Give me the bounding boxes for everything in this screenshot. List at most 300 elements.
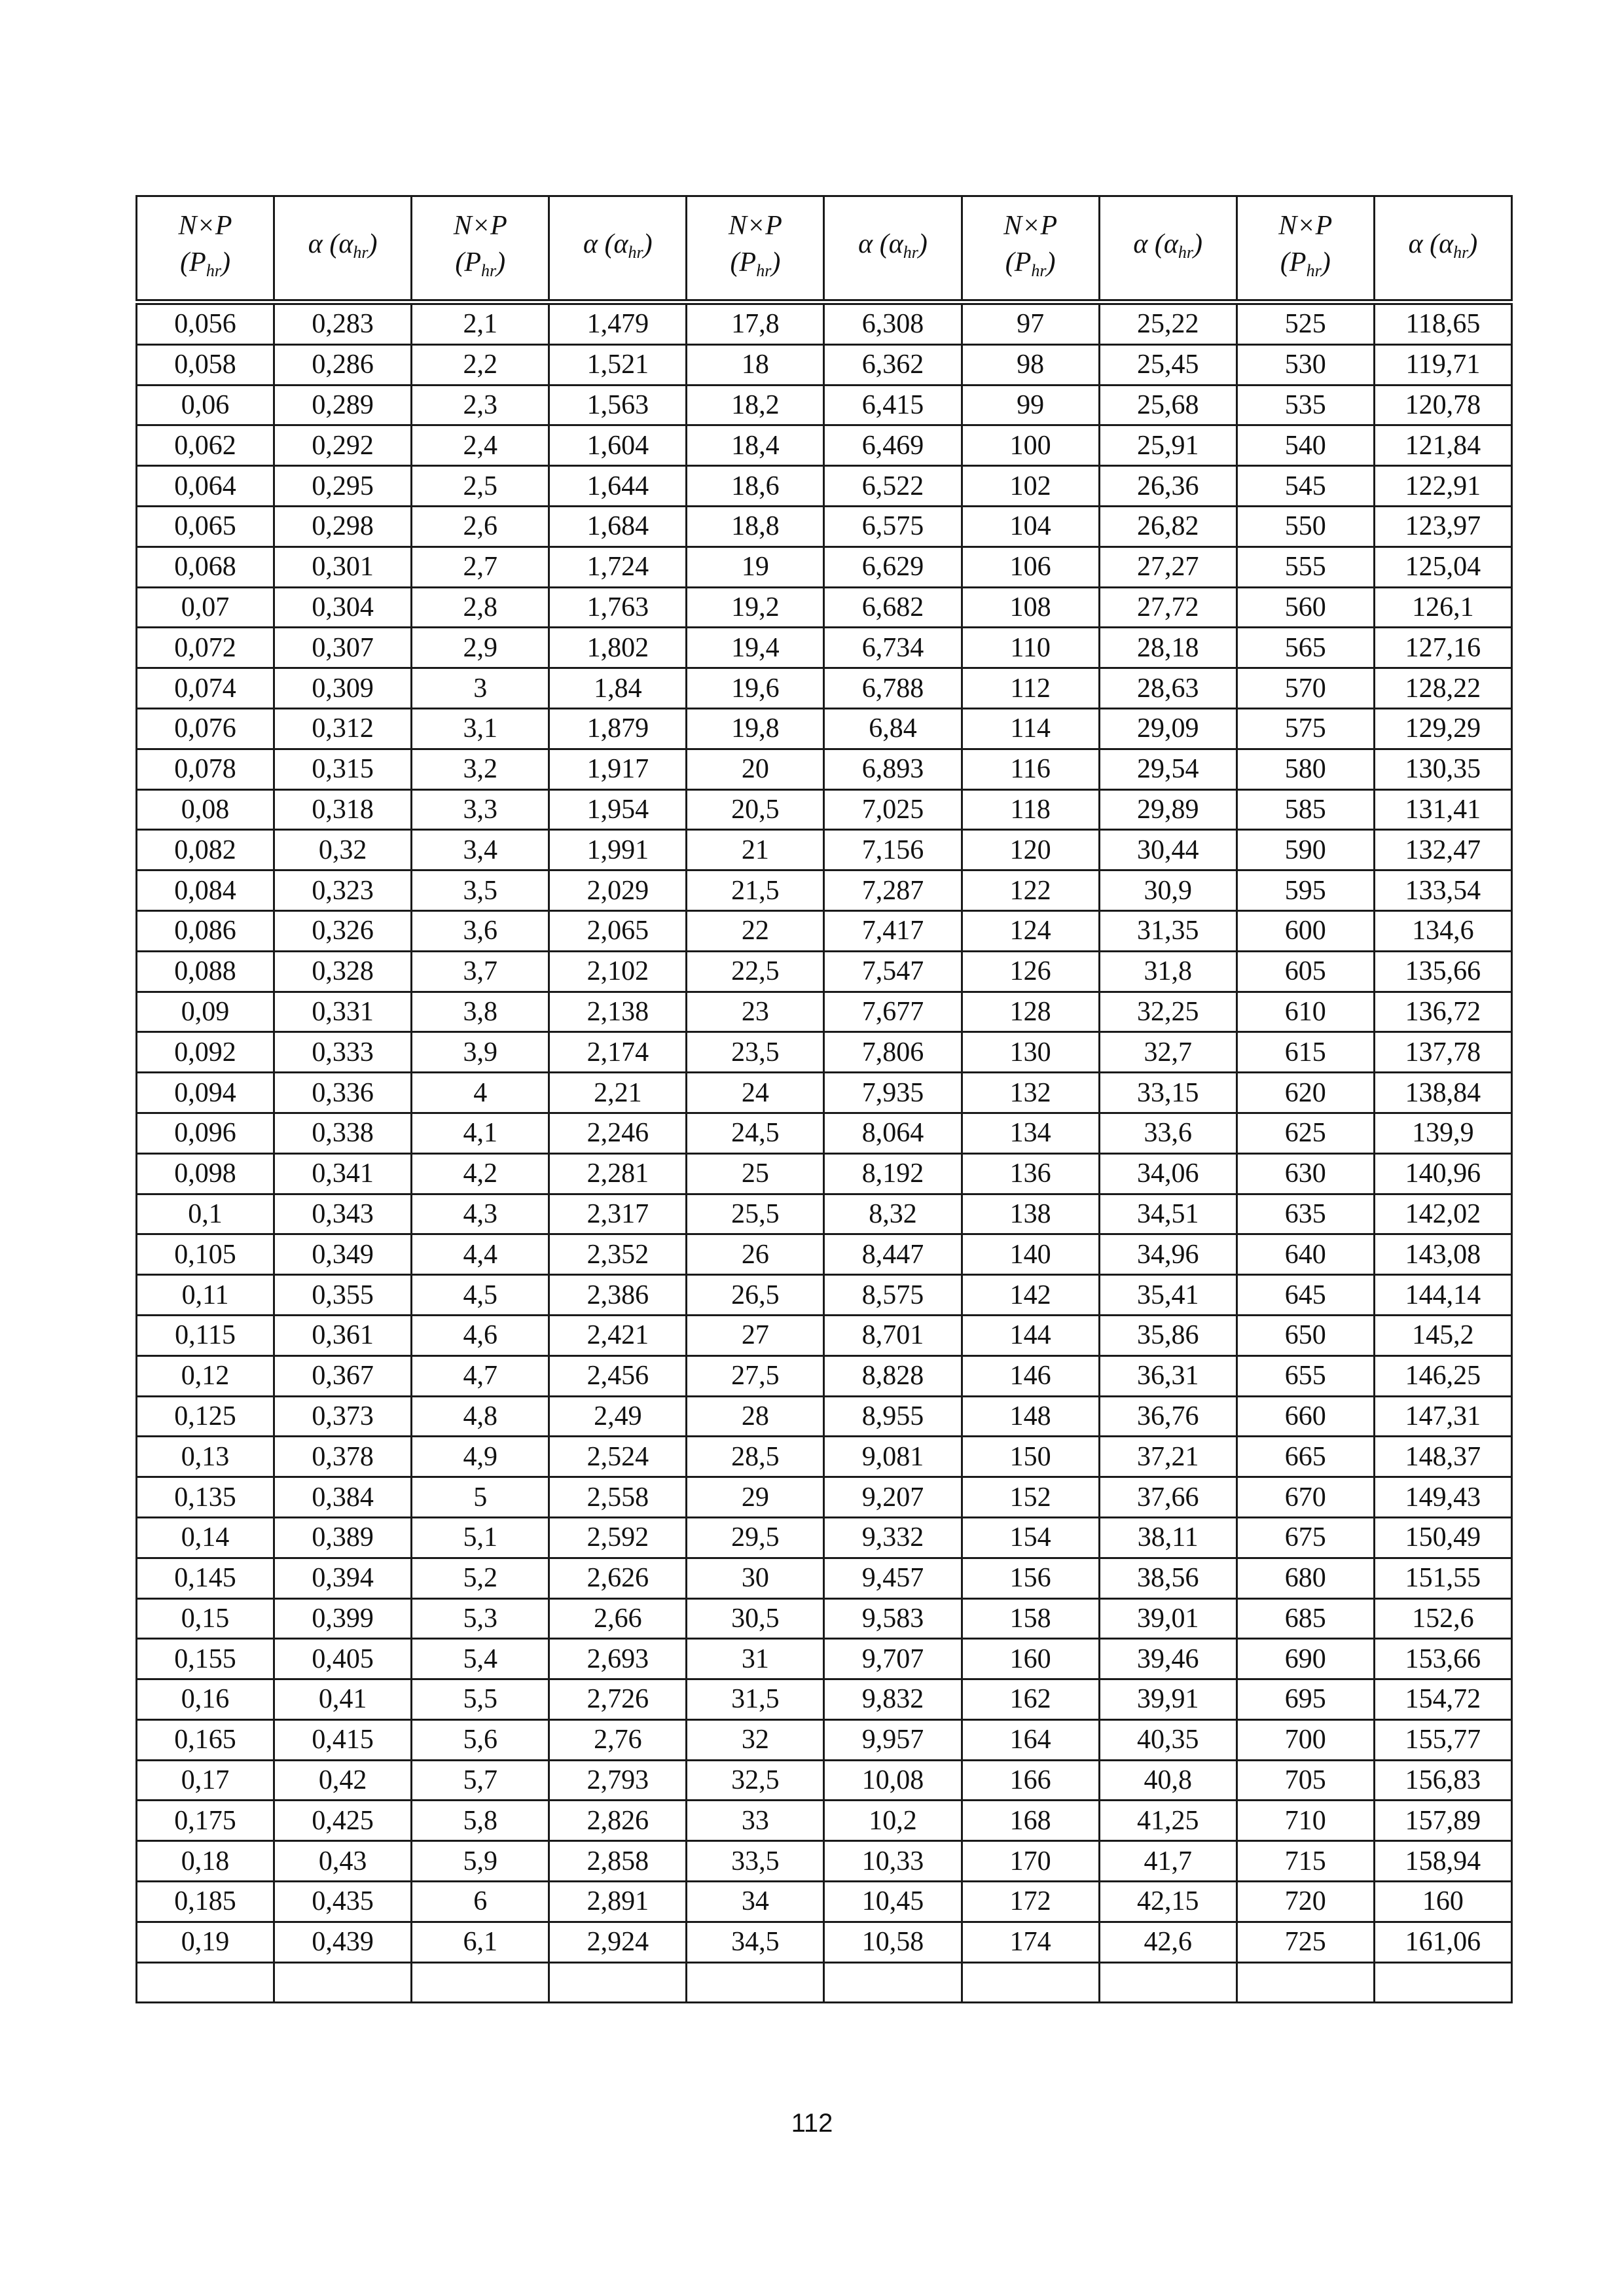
table-cell: 152,6 — [1374, 1598, 1511, 1639]
table-cell: 154,72 — [1374, 1679, 1511, 1720]
table-row — [137, 1032, 1512, 1073]
table-cell: 19,8 — [687, 708, 824, 749]
table-cell: 2,9 — [412, 628, 549, 668]
table-cell: 8,192 — [824, 1153, 962, 1194]
table-cell: 34,5 — [687, 1922, 824, 1962]
table-cell: 0,42 — [274, 1760, 412, 1801]
table-row — [137, 1760, 1512, 1801]
table-cell: 130,35 — [1374, 749, 1511, 789]
table-cell: 156 — [962, 1558, 1099, 1598]
table-cell: 119,71 — [1374, 344, 1511, 385]
table-cell: 0,292 — [274, 425, 412, 466]
table-cell: 131,41 — [1374, 789, 1511, 830]
table-cell: 127,16 — [1374, 628, 1511, 668]
table-cell: 150 — [962, 1437, 1099, 1477]
table-cell: 2,524 — [549, 1437, 687, 1477]
page-number: 112 — [791, 2109, 833, 2138]
table-cell: 2,456 — [549, 1355, 687, 1396]
table-cell: 3,5 — [412, 870, 549, 911]
table-cell: 10,2 — [824, 1801, 962, 1841]
table-cell: 1,917 — [549, 749, 687, 789]
table-cell: 116 — [962, 749, 1099, 789]
table-cell: 7,935 — [824, 1073, 962, 1113]
table-cell: 24 — [687, 1073, 824, 1113]
header-alpha: α $(\alpha_{hr})$ — [1374, 196, 1511, 302]
table-cell: 2,7 — [412, 547, 549, 587]
table-cell: 110 — [962, 628, 1099, 668]
table-cell: 1,954 — [549, 789, 687, 830]
table-cell: 7,806 — [824, 1032, 962, 1073]
header-np-top: N×P — [178, 210, 232, 241]
table-cell: 0,105 — [137, 1234, 274, 1275]
table-cell: 8,701 — [824, 1315, 962, 1355]
table-cell: 22,5 — [687, 951, 824, 992]
table-cell: 23,5 — [687, 1032, 824, 1073]
table-cell: 0,088 — [137, 951, 274, 992]
table-cell: 29,5 — [687, 1517, 824, 1558]
table-cell: 0,084 — [137, 870, 274, 911]
table-cell: 24,5 — [687, 1113, 824, 1153]
table-cell: 38,56 — [1099, 1558, 1236, 1598]
table-row — [137, 910, 1512, 951]
table-cell: 6,308 — [824, 302, 962, 345]
table-cell: 42,15 — [1099, 1882, 1236, 1922]
table-cell: 1,84 — [549, 668, 687, 709]
table-cell: 2,138 — [549, 992, 687, 1032]
table-cell: 137,78 — [1374, 1032, 1511, 1073]
table-cell: 33,15 — [1099, 1073, 1236, 1113]
table-cell: 134 — [962, 1113, 1099, 1153]
table-cell: 555 — [1236, 547, 1374, 587]
table-row — [137, 1639, 1512, 1679]
table-cell: 0,078 — [137, 749, 274, 789]
table-cell: 26 — [687, 1234, 824, 1275]
table-cell: 1,521 — [549, 344, 687, 385]
table-cell: 0,312 — [274, 708, 412, 749]
table-cell: 3,7 — [412, 951, 549, 992]
table-cell: 2,102 — [549, 951, 687, 992]
table-cell: 139,9 — [1374, 1113, 1511, 1153]
table-cell: 98 — [962, 344, 1099, 385]
table-cell: 590 — [1236, 830, 1374, 870]
table-cell: 6,629 — [824, 547, 962, 587]
table-cell: 2,924 — [549, 1922, 687, 1962]
table-cell: 41,25 — [1099, 1801, 1236, 1841]
table-cell: 595 — [1236, 870, 1374, 911]
table-cell: 34 — [687, 1882, 824, 1922]
table-cell: 0,323 — [274, 870, 412, 911]
table-cell: 4,9 — [412, 1437, 549, 1477]
table-cell: 26,36 — [1099, 466, 1236, 507]
table-cell: 140,96 — [1374, 1153, 1511, 1194]
table-row — [137, 830, 1512, 870]
table-cell: 0,076 — [137, 708, 274, 749]
table-cell: 30,9 — [1099, 870, 1236, 911]
table-cell: 2,5 — [412, 466, 549, 507]
empty-cell — [137, 1962, 274, 2002]
table-cell: 2,246 — [549, 1113, 687, 1153]
table-header — [137, 196, 1512, 302]
header-np-top: N×P — [453, 210, 507, 241]
table-cell: 31,35 — [1099, 910, 1236, 951]
table-cell: 7,025 — [824, 789, 962, 830]
table-cell: 27,27 — [1099, 547, 1236, 587]
table-cell: 4 — [412, 1073, 549, 1113]
table-cell: 32,5 — [687, 1760, 824, 1801]
table-row — [137, 1882, 1512, 1922]
table-cell: 172 — [962, 1882, 1099, 1922]
table-row — [137, 992, 1512, 1032]
table-cell: 166 — [962, 1760, 1099, 1801]
table-cell: 27 — [687, 1315, 824, 1355]
table-cell: 680 — [1236, 1558, 1374, 1598]
table-cell: 2,558 — [549, 1477, 687, 1518]
table-cell: 0,333 — [274, 1032, 412, 1073]
table-cell: 138,84 — [1374, 1073, 1511, 1113]
table-cell: 1,763 — [549, 587, 687, 628]
table-cell: 100 — [962, 425, 1099, 466]
table-cell: 174 — [962, 1922, 1099, 1962]
table-cell: 4,7 — [412, 1355, 549, 1396]
table-cell: 148 — [962, 1396, 1099, 1437]
table-cell: 0,082 — [137, 830, 274, 870]
table-cell: 540 — [1236, 425, 1374, 466]
table-cell: 152 — [962, 1477, 1099, 1518]
table-cell: 0,373 — [274, 1396, 412, 1437]
table-cell: 705 — [1236, 1760, 1374, 1801]
table-cell: 620 — [1236, 1073, 1374, 1113]
table-cell: 133,54 — [1374, 870, 1511, 911]
table-cell: 1,604 — [549, 425, 687, 466]
empty-cell — [824, 1962, 962, 2002]
table-cell: 27,5 — [687, 1355, 824, 1396]
table-row — [137, 1558, 1512, 1598]
table-cell: 4,8 — [412, 1396, 549, 1437]
table-cell: 0,389 — [274, 1517, 412, 1558]
table-cell: 32,7 — [1099, 1032, 1236, 1073]
table-cell: 570 — [1236, 668, 1374, 709]
table-cell: 2,065 — [549, 910, 687, 951]
table-cell: 6,575 — [824, 506, 962, 547]
table-cell: 0,18 — [137, 1841, 274, 1882]
table-cell: 160 — [962, 1639, 1099, 1679]
table-cell: 0,145 — [137, 1558, 274, 1598]
table-cell: 29,89 — [1099, 789, 1236, 830]
table-row — [137, 385, 1512, 425]
table-row — [137, 466, 1512, 507]
table-cell: 0,378 — [274, 1437, 412, 1477]
table-cell: 37,21 — [1099, 1437, 1236, 1477]
table-row — [137, 1922, 1512, 1962]
table-cell: 5,2 — [412, 1558, 549, 1598]
table-cell: 655 — [1236, 1355, 1374, 1396]
table-cell: 0,06 — [137, 385, 274, 425]
header-alpha: α $(\alpha_{hr})$ — [274, 196, 412, 302]
table-cell: 0,361 — [274, 1315, 412, 1355]
table-cell: 164 — [962, 1719, 1099, 1760]
table-cell: 1,802 — [549, 628, 687, 668]
empty-cell — [274, 1962, 412, 2002]
table-row — [137, 1437, 1512, 1477]
table-row — [137, 1194, 1512, 1234]
header-np-top: N×P — [728, 210, 782, 241]
table-cell: 6,893 — [824, 749, 962, 789]
table-cell: 9,081 — [824, 1437, 962, 1477]
table-row — [137, 1679, 1512, 1720]
table-cell: 700 — [1236, 1719, 1374, 1760]
table-row — [137, 1841, 1512, 1882]
table-cell: 545 — [1236, 466, 1374, 507]
table-cell: 625 — [1236, 1113, 1374, 1153]
table-cell: 720 — [1236, 1882, 1374, 1922]
table-cell: 1,991 — [549, 830, 687, 870]
table-cell: 25,45 — [1099, 344, 1236, 385]
table-cell: 0,301 — [274, 547, 412, 587]
table-cell: 2,4 — [412, 425, 549, 466]
table-cell: 149,43 — [1374, 1477, 1511, 1518]
table-cell: 530 — [1236, 344, 1374, 385]
table-cell: 120 — [962, 830, 1099, 870]
table-cell: 36,76 — [1099, 1396, 1236, 1437]
table-cell: 685 — [1236, 1598, 1374, 1639]
header-np-bottom: $(P_{hr})$ — [455, 247, 506, 280]
table-cell: 2,693 — [549, 1639, 687, 1679]
table-cell: 715 — [1236, 1841, 1374, 1882]
table-cell: 2,49 — [549, 1396, 687, 1437]
table-cell: 8,447 — [824, 1234, 962, 1275]
table-cell: 3,1 — [412, 708, 549, 749]
table-cell: 0,13 — [137, 1437, 274, 1477]
table-cell: 8,575 — [824, 1275, 962, 1316]
table-cell: 2,21 — [549, 1073, 687, 1113]
table-cell: 136 — [962, 1153, 1099, 1194]
table-cell: 0,11 — [137, 1275, 274, 1316]
table-cell: 18,8 — [687, 506, 824, 547]
table-cell: 0,315 — [274, 749, 412, 789]
table-cell: 3,4 — [412, 830, 549, 870]
table-cell: 151,55 — [1374, 1558, 1511, 1598]
table-cell: 29,54 — [1099, 749, 1236, 789]
table-row — [137, 506, 1512, 547]
table-cell: 580 — [1236, 749, 1374, 789]
table-cell: 7,287 — [824, 870, 962, 911]
table-cell: 4,2 — [412, 1153, 549, 1194]
table-cell: 0,165 — [137, 1719, 274, 1760]
table-cell: 2,281 — [549, 1153, 687, 1194]
header-np-bottom: $(P_{hr})$ — [1005, 247, 1056, 280]
header-alpha: α $(\alpha_{hr})$ — [549, 196, 687, 302]
table-cell: 6,788 — [824, 668, 962, 709]
table-cell: 0,298 — [274, 506, 412, 547]
table-cell: 10,58 — [824, 1922, 962, 1962]
header-alpha: α $(\alpha_{hr})$ — [1099, 196, 1236, 302]
table-row — [137, 547, 1512, 587]
table-cell: 6 — [412, 1882, 549, 1922]
empty-cell — [962, 1962, 1099, 2002]
table-cell: 9,583 — [824, 1598, 962, 1639]
table-cell: 3,2 — [412, 749, 549, 789]
table-cell: 560 — [1236, 587, 1374, 628]
table-cell: 0,367 — [274, 1355, 412, 1396]
table-row — [137, 870, 1512, 911]
table-cell: 18,2 — [687, 385, 824, 425]
table-cell: 9,457 — [824, 1558, 962, 1598]
table-cell: 2,726 — [549, 1679, 687, 1720]
table-cell: 0,341 — [274, 1153, 412, 1194]
table-cell: 34,96 — [1099, 1234, 1236, 1275]
header-np-bottom: $(P_{hr})$ — [730, 247, 781, 280]
header-np — [1236, 196, 1374, 302]
table-cell: 0,135 — [137, 1477, 274, 1518]
table-cell: 142,02 — [1374, 1194, 1511, 1234]
table-cell: 155,77 — [1374, 1719, 1511, 1760]
table-row — [137, 1315, 1512, 1355]
table-cell: 21 — [687, 830, 824, 870]
header-np — [137, 196, 274, 302]
table-cell: 38,11 — [1099, 1517, 1236, 1558]
table-cell: 4,1 — [412, 1113, 549, 1153]
table-cell: 0,399 — [274, 1598, 412, 1639]
table-cell: 128,22 — [1374, 668, 1511, 709]
table-cell: 28,5 — [687, 1437, 824, 1477]
table-cell: 1,563 — [549, 385, 687, 425]
header-np-top: N×P — [1003, 210, 1058, 241]
table-cell: 124 — [962, 910, 1099, 951]
table-row — [137, 951, 1512, 992]
table-cell: 0,096 — [137, 1113, 274, 1153]
table-cell: 6,734 — [824, 628, 962, 668]
table-cell: 42,6 — [1099, 1922, 1236, 1962]
table-cell: 2,174 — [549, 1032, 687, 1073]
table-cell: 525 — [1236, 302, 1374, 345]
table-cell: 7,547 — [824, 951, 962, 992]
table-cell: 40,35 — [1099, 1719, 1236, 1760]
table-cell: 5,7 — [412, 1760, 549, 1801]
table-cell: 0,318 — [274, 789, 412, 830]
table-cell: 7,156 — [824, 830, 962, 870]
table-cell: 2,6 — [412, 506, 549, 547]
table-cell: 36,31 — [1099, 1355, 1236, 1396]
table-cell: 0,338 — [274, 1113, 412, 1153]
table-cell: 2,352 — [549, 1234, 687, 1275]
table-cell: 695 — [1236, 1679, 1374, 1720]
table-cell: 2,3 — [412, 385, 549, 425]
table-row — [137, 1113, 1512, 1153]
table-row — [137, 425, 1512, 466]
table-cell: 2,76 — [549, 1719, 687, 1760]
table-cell: 2,386 — [549, 1275, 687, 1316]
table-cell: 0,295 — [274, 466, 412, 507]
table-cell: 161,06 — [1374, 1922, 1511, 1962]
table-cell: 535 — [1236, 385, 1374, 425]
table-cell: 3,8 — [412, 992, 549, 1032]
table-cell: 134,6 — [1374, 910, 1511, 951]
table-cell: 118,65 — [1374, 302, 1511, 345]
table-cell: 156,83 — [1374, 1760, 1511, 1801]
table-cell: 22 — [687, 910, 824, 951]
table-cell: 9,832 — [824, 1679, 962, 1720]
table-cell: 29,09 — [1099, 708, 1236, 749]
table-cell: 25 — [687, 1153, 824, 1194]
table-cell: 142 — [962, 1275, 1099, 1316]
table-cell: 645 — [1236, 1275, 1374, 1316]
table-cell: 1,479 — [549, 302, 687, 345]
table-row — [137, 1477, 1512, 1518]
table-cell: 108 — [962, 587, 1099, 628]
table-cell: 690 — [1236, 1639, 1374, 1679]
table-cell: 4,4 — [412, 1234, 549, 1275]
table-cell: 0,355 — [274, 1275, 412, 1316]
table-cell: 138 — [962, 1194, 1099, 1234]
table-cell: 25,22 — [1099, 302, 1236, 345]
table-cell: 0,092 — [137, 1032, 274, 1073]
table-cell: 0,439 — [274, 1922, 412, 1962]
table-cell: 34,06 — [1099, 1153, 1236, 1194]
table-cell: 5,9 — [412, 1841, 549, 1882]
table-row — [137, 1153, 1512, 1194]
table-cell: 5 — [412, 1477, 549, 1518]
table-cell: 20,5 — [687, 789, 824, 830]
table-cell: 31 — [687, 1639, 824, 1679]
table-cell: 8,955 — [824, 1396, 962, 1437]
table-cell: 31,5 — [687, 1679, 824, 1720]
table-cell: 2,793 — [549, 1760, 687, 1801]
table-cell: 28,18 — [1099, 628, 1236, 668]
table-cell: 0,32 — [274, 830, 412, 870]
table-cell: 0,125 — [137, 1396, 274, 1437]
table-cell: 0,286 — [274, 344, 412, 385]
table-cell: 630 — [1236, 1153, 1374, 1194]
table-cell: 146 — [962, 1355, 1099, 1396]
empty-row — [137, 1962, 1512, 2002]
table-cell: 132 — [962, 1073, 1099, 1113]
table-cell: 33,6 — [1099, 1113, 1236, 1153]
table-cell: 615 — [1236, 1032, 1374, 1073]
table-row — [137, 749, 1512, 789]
table-cell: 660 — [1236, 1396, 1374, 1437]
table-cell: 146,25 — [1374, 1355, 1511, 1396]
empty-cell — [412, 1962, 549, 2002]
table-cell: 665 — [1236, 1437, 1374, 1477]
table-cell: 670 — [1236, 1477, 1374, 1518]
table-cell: 9,207 — [824, 1477, 962, 1518]
table-cell: 710 — [1236, 1801, 1374, 1841]
table-cell: 19,2 — [687, 587, 824, 628]
table-cell: 585 — [1236, 789, 1374, 830]
table-row — [137, 1234, 1512, 1275]
table-cell: 160 — [1374, 1882, 1511, 1922]
table-cell: 0,07 — [137, 587, 274, 628]
table-cell: 640 — [1236, 1234, 1374, 1275]
table-cell: 0,086 — [137, 910, 274, 951]
table-cell: 20 — [687, 749, 824, 789]
table-cell: 153,66 — [1374, 1639, 1511, 1679]
table-cell: 725 — [1236, 1922, 1374, 1962]
table-cell: 2,826 — [549, 1801, 687, 1841]
table-cell: 0,14 — [137, 1517, 274, 1558]
table-row — [137, 789, 1512, 830]
table-cell: 2,858 — [549, 1841, 687, 1882]
table-cell: 0,43 — [274, 1841, 412, 1882]
table-cell: 34,51 — [1099, 1194, 1236, 1234]
table-cell: 33,5 — [687, 1841, 824, 1882]
table-cell: 9,707 — [824, 1639, 962, 1679]
table-cell: 120,78 — [1374, 385, 1511, 425]
table-cell: 144 — [962, 1315, 1099, 1355]
table-cell: 2,626 — [549, 1558, 687, 1598]
table-cell: 147,31 — [1374, 1396, 1511, 1437]
table-cell: 158 — [962, 1598, 1099, 1639]
